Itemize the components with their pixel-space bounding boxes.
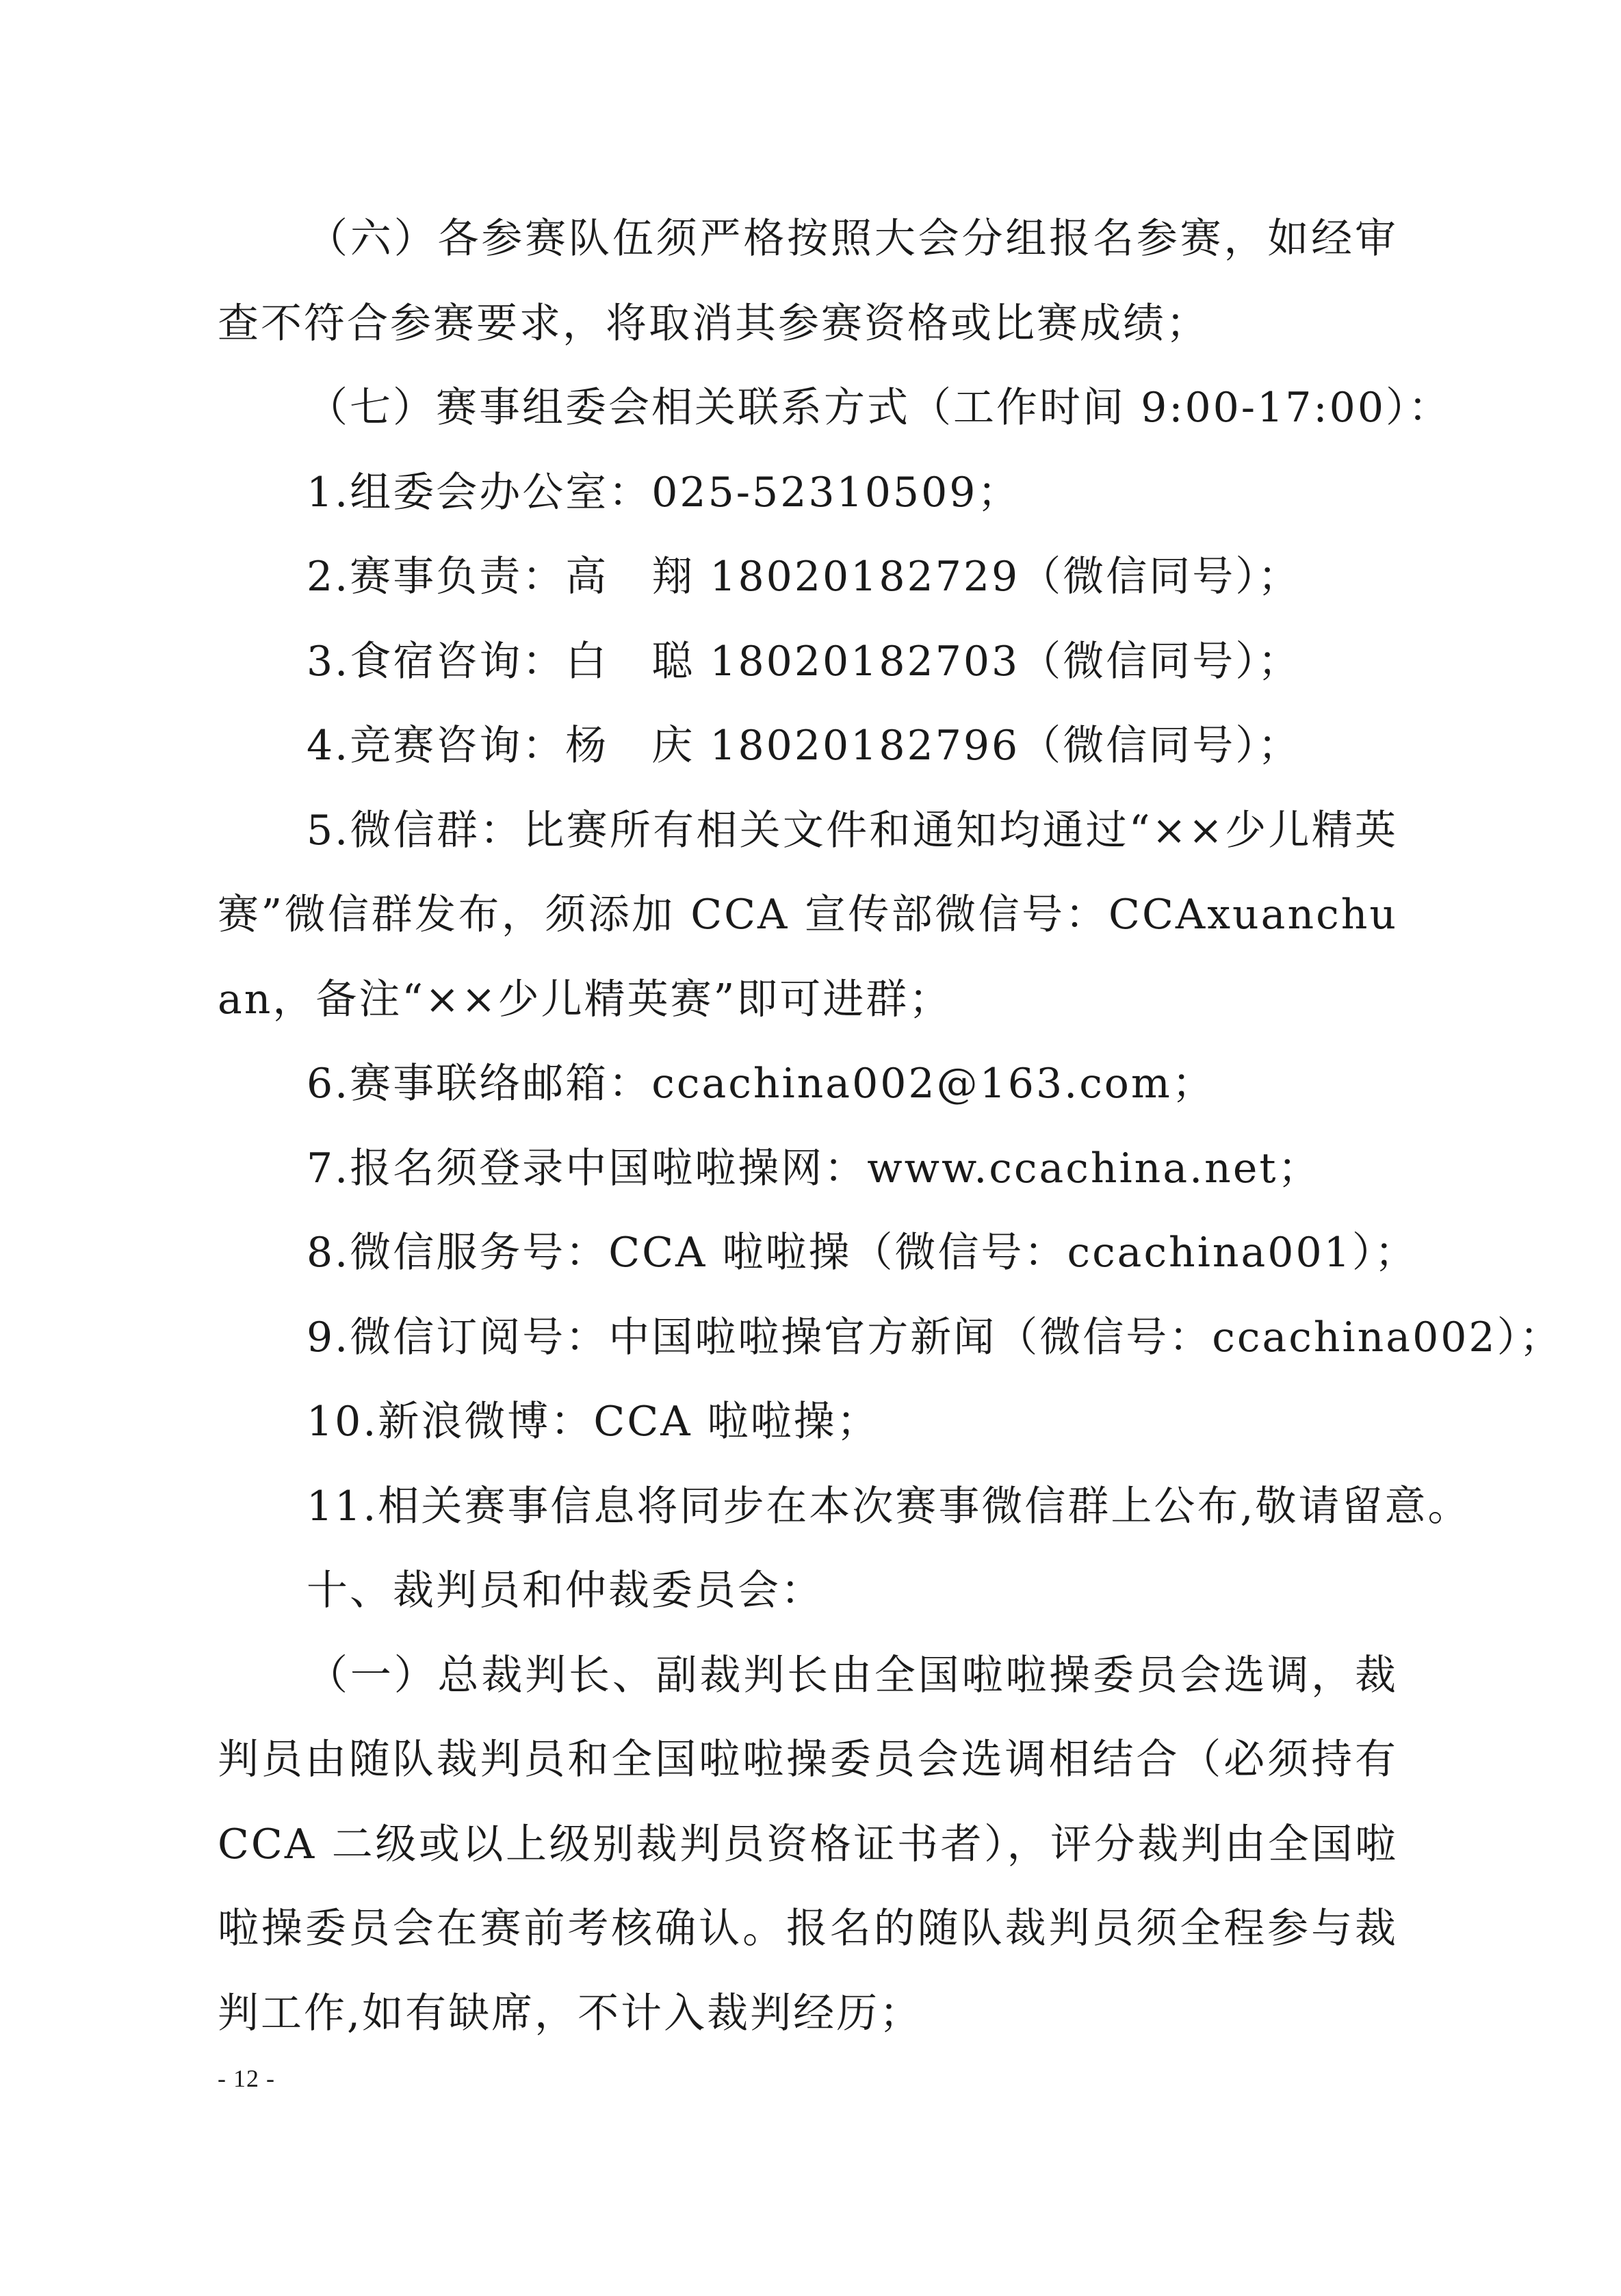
- contact-event-lead: 2.赛事负责：高 翔 18020182729（微信同号）；: [307, 553, 1301, 601]
- section-10-heading: 十、裁判员和仲裁委员会：: [307, 1567, 824, 1615]
- paragraph-7-contact-heading: （七）赛事组委会相关联系方式（工作时间 9:00-17:00）：: [307, 384, 1451, 432]
- contact-info-notice: 11.相关赛事信息将同步在本次赛事微信群上公布,敬请留意。: [307, 1482, 1471, 1530]
- contact-competition: 4.竞赛咨询：杨 庆 18020182796（微信同号）；: [307, 722, 1301, 770]
- contact-website: 7.报名须登录中国啦啦操网：www.ccachina.net；: [307, 1144, 1321, 1192]
- page-number: - 12 -: [218, 2065, 275, 2092]
- contact-wechat-service: 8.微信服务号：CCA 啦啦操（微信号：ccachina001）；: [307, 1229, 1418, 1277]
- paragraph-referees-1: （一）总裁判长、副裁判长由全国啦啦操委员会选调，裁判员由随队裁判员和全国啦啦操委员会选调相结合（必须持有 CCA 二级或以上级别裁判员资格证书者），评分裁判由全国啦啦操委员会在赛前考核确认。报名的随队裁判员须全程参与裁判工作,如有缺席，不计入裁判经历；: [218, 1651, 1398, 2037]
- paragraph-6-qualification: （六）各参赛队伍须严格按照大会分组报名参赛，如经审查不符合参赛要求，将取消其参赛资格或比赛成绩；: [218, 215, 1398, 348]
- contact-weibo: 10.新浪微博：CCA 啦啦操；: [307, 1398, 880, 1446]
- contact-wechat-group: 5.微信群：比赛所有相关文件和通知均通过“××少儿精英赛”微信群发布，须添加 CCA 宣传部微信号：CCAxuanchuan，备注“××少儿精英赛”即可进群；: [218, 806, 1398, 1023]
- contact-wechat-subscription: 9.微信订阅号：中国啦啦操官方新闻（微信号：ccachina002）；: [307, 1313, 1563, 1361]
- contact-office: 1.组委会办公室：025-52310509；: [307, 468, 1021, 517]
- contact-lodging: 3.食宿咨询：白 聪 18020182703（微信同号）；: [307, 637, 1301, 686]
- contact-email: 6.赛事联络邮箱：ccachina002@163.com；: [307, 1060, 1215, 1108]
- document-body: [218, 197, 1563, 2056]
